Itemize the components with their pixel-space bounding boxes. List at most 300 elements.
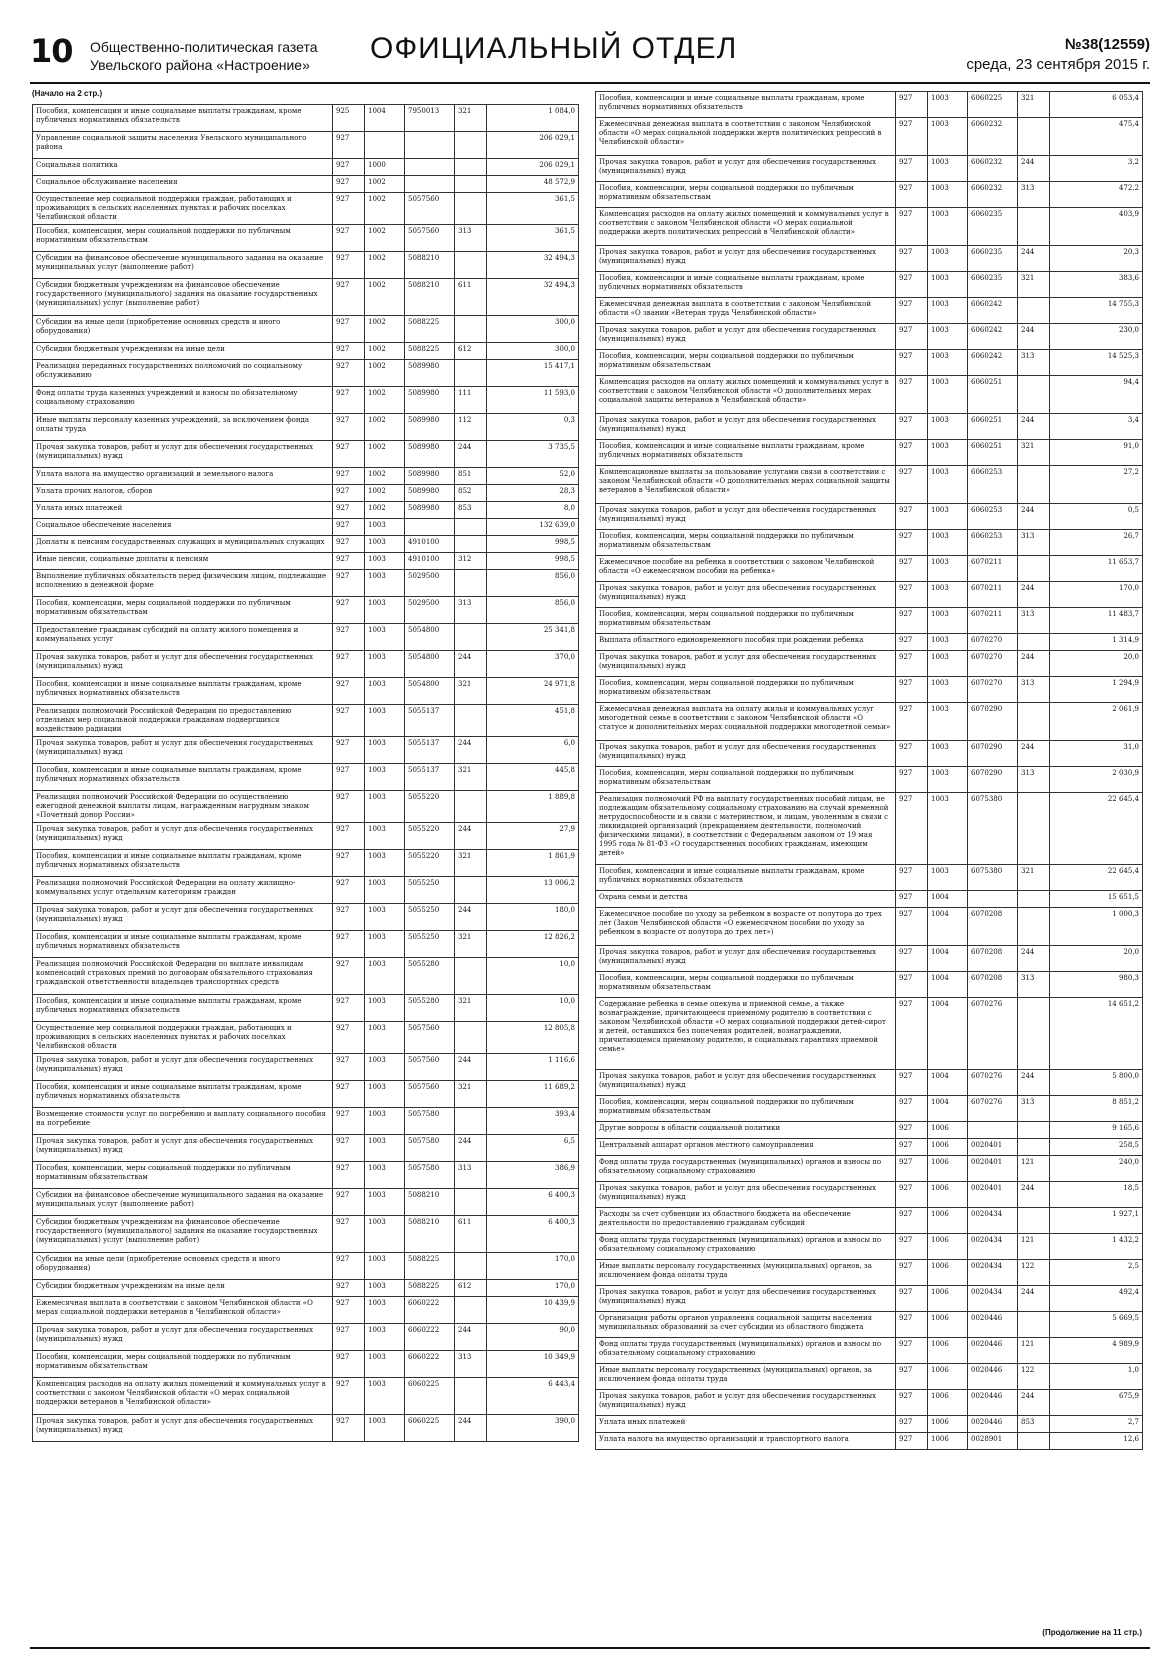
- row-name: Уплата прочих налогов, сборов: [33, 485, 333, 502]
- row-name: Пособия, компенсации и иные социальные выплаты гражданам, кроме публичных нормативных обязательств: [596, 865, 896, 891]
- row-expense-type: [455, 132, 487, 159]
- row-ved: 927: [896, 1390, 928, 1416]
- row-section: 1002: [365, 279, 405, 316]
- row-target: 6070208: [968, 972, 1018, 998]
- row-amount: 5 800,0: [1050, 1070, 1143, 1096]
- row-target: 6060222: [405, 1351, 455, 1378]
- table-row: [33, 176, 579, 193]
- table-row: [596, 92, 1143, 118]
- row-name: Пособия, компенсации и иные социальные выплаты гражданам, кроме публичных нормативных обязательств: [33, 995, 333, 1022]
- budget-table-right-body: [596, 92, 1143, 1450]
- table-row: [596, 530, 1143, 556]
- row-name: Организация работы органов управления социальной защиты населения муниципальных образований за счет субсидии из областного бюджета: [596, 1312, 896, 1338]
- row-expense-type: [455, 1189, 487, 1216]
- row-section: 1002: [365, 414, 405, 441]
- row-target: 5088225: [405, 316, 455, 343]
- budget-table-left-body: [33, 105, 579, 1442]
- row-section: 1002: [365, 485, 405, 502]
- table-row: [33, 995, 579, 1022]
- row-ved: 927: [333, 519, 365, 536]
- row-expense-type: 244: [455, 1054, 487, 1081]
- row-expense-type: 244: [455, 441, 487, 468]
- row-expense-type: [455, 252, 487, 279]
- row-target: 0020446: [968, 1416, 1018, 1433]
- table-row: [596, 608, 1143, 634]
- row-amount: 25 341,8: [487, 624, 579, 651]
- row-target: 0020446: [968, 1364, 1018, 1390]
- row-name: Ежемесячное пособие на ребенка в соответствии с законом Челябинской области «О ежемесячном пособии на ребенка»: [596, 556, 896, 582]
- row-target: 5057560: [405, 1081, 455, 1108]
- row-section: 1003: [928, 208, 968, 246]
- row-target: 6060232: [968, 118, 1018, 156]
- row-expense-type: 321: [455, 1081, 487, 1108]
- row-target: 5089980: [405, 360, 455, 387]
- row-target: 6060242: [968, 298, 1018, 324]
- row-name: Выполнение публичных обязательств перед физическим лицом, подлежащие исполнению в денежной форме: [33, 570, 333, 597]
- row-amount: 22 645,4: [1050, 865, 1143, 891]
- row-ved: 927: [896, 350, 928, 376]
- row-expense-type: 313: [455, 225, 487, 252]
- row-section: 1006: [928, 1139, 968, 1156]
- row-name: Ежемесячная денежная выплата в соответствии с законом Челябинской области «О звании «Ветеран труда Челябинской области»: [596, 298, 896, 324]
- row-target: 5089980: [405, 485, 455, 502]
- table-row: [33, 1280, 579, 1297]
- row-amount: 1 432,2: [1050, 1234, 1143, 1260]
- row-name: Компенсация расходов на оплату жилых помещений и коммунальных услуг в соответствии с законом Челябинской области «О дополнительных мерах социальной защиты ветеранов в Челябинской области»: [596, 376, 896, 414]
- row-target: 5089980: [405, 387, 455, 414]
- row-section: 1006: [928, 1416, 968, 1433]
- row-section: 1003: [928, 246, 968, 272]
- row-name: Пособия, компенсации и иные социальные выплаты гражданам, кроме публичных нормативных обязательств: [33, 105, 333, 132]
- row-section: [365, 132, 405, 159]
- row-amount: 1 314,9: [1050, 634, 1143, 651]
- row-target: 5055280: [405, 958, 455, 995]
- header-rule: [30, 82, 1150, 84]
- table-row: [596, 651, 1143, 677]
- row-amount: 361,5: [487, 193, 579, 225]
- table-row: [33, 343, 579, 360]
- row-ved: 927: [896, 1208, 928, 1234]
- row-ved: 927: [896, 324, 928, 350]
- row-amount: 2,5: [1050, 1260, 1143, 1286]
- row-ved: 927: [333, 360, 365, 387]
- table-row: [596, 118, 1143, 156]
- row-section: 1000: [365, 159, 405, 176]
- row-name: Прочая закупка товаров, работ и услуг для обеспечения государственных (муниципальных) нужд: [596, 1182, 896, 1208]
- row-section: 1003: [928, 703, 968, 741]
- table-row: [596, 1182, 1143, 1208]
- row-name: Другие вопросы в области социальной политики: [596, 1122, 896, 1139]
- row-amount: 10,0: [487, 958, 579, 995]
- row-expense-type: [1018, 118, 1050, 156]
- row-ved: 927: [896, 466, 928, 504]
- row-amount: 998,5: [487, 536, 579, 553]
- row-section: 1003: [365, 823, 405, 850]
- row-amount: 258,5: [1050, 1139, 1143, 1156]
- row-expense-type: 313: [1018, 972, 1050, 998]
- row-name: Иные выплаты персоналу государственных (муниципальных) органов, за исключением фонда оплаты труда: [596, 1364, 896, 1390]
- row-name: Прочая закупка товаров, работ и услуг для обеспечения государственных (муниципальных) нужд: [33, 823, 333, 850]
- row-ved: 927: [896, 92, 928, 118]
- table-row: [33, 1108, 579, 1135]
- row-target: 5089980: [405, 502, 455, 519]
- table-row: [596, 865, 1143, 891]
- row-expense-type: [1018, 703, 1050, 741]
- row-target: 5057560: [405, 193, 455, 225]
- row-ved: 927: [333, 764, 365, 791]
- row-ved: 927: [333, 1081, 365, 1108]
- row-expense-type: 122: [1018, 1364, 1050, 1390]
- row-name: Субсидии бюджетным учреждениям на иные цели: [33, 1280, 333, 1297]
- row-expense-type: 611: [455, 1216, 487, 1253]
- row-amount: 370,0: [487, 651, 579, 678]
- row-name: Пособия, компенсации, меры социальной поддержки по публичным нормативным обязательствам: [33, 1162, 333, 1189]
- row-section: 1003: [365, 1216, 405, 1253]
- row-expense-type: [455, 193, 487, 225]
- row-amount: 361,5: [487, 225, 579, 252]
- row-name: Пособия, компенсации, меры социальной поддержки по публичным нормативным обязательствам: [596, 1096, 896, 1122]
- row-amount: 475,4: [1050, 118, 1143, 156]
- row-name: Прочая закупка товаров, работ и услуг для обеспечения государственных (муниципальных) нужд: [596, 946, 896, 972]
- table-row: [33, 360, 579, 387]
- row-ved: 927: [333, 414, 365, 441]
- table-row: [33, 1324, 579, 1351]
- row-amount: 492,4: [1050, 1286, 1143, 1312]
- row-expense-type: [455, 159, 487, 176]
- row-amount: 6 400,3: [487, 1189, 579, 1216]
- table-row: [33, 1135, 579, 1162]
- row-ved: 927: [333, 1280, 365, 1297]
- row-ved: 927: [333, 624, 365, 651]
- table-row: [596, 891, 1143, 908]
- row-section: 1002: [365, 502, 405, 519]
- row-name: Реализация полномочий РФ на выплату государственных пособий лицам, не подлежащим обязательному социальному страхованию на случай временной нетрудоспособности и в связи с материнством, и лицам, уволенным в связи с ликвидацией организаций (прекращением деятельности, полномочий физическими лицами), в соответствии с Федеральным законом от 19 мая 1995 года № 81-ФЗ «О государственных пособиях гражданам, имеющим детей»: [596, 793, 896, 865]
- table-row: [33, 570, 579, 597]
- row-target: 4910100: [405, 553, 455, 570]
- row-ved: 927: [896, 1234, 928, 1260]
- row-ved: 927: [896, 1286, 928, 1312]
- table-row: [33, 877, 579, 904]
- row-expense-type: 313: [455, 1162, 487, 1189]
- row-name: Прочая закупка товаров, работ и услуг для обеспечения государственных (муниципальных) нужд: [596, 246, 896, 272]
- row-section: 1003: [365, 904, 405, 931]
- row-target: 0020401: [968, 1139, 1018, 1156]
- table-row: [33, 468, 579, 485]
- table-row: [33, 850, 579, 877]
- row-ved: 927: [896, 272, 928, 298]
- row-amount: 8 851,2: [1050, 1096, 1143, 1122]
- row-name: Пособия, компенсации и иные социальные выплаты гражданам, кроме публичных нормативных обязательств: [33, 678, 333, 705]
- newspaper-title-line1: Общественно-политическая газета: [90, 39, 318, 55]
- row-section: 1003: [365, 1081, 405, 1108]
- row-expense-type: 321: [455, 764, 487, 791]
- row-section: 1006: [928, 1156, 968, 1182]
- row-target: 6060222: [405, 1324, 455, 1351]
- row-name: Иные выплаты персоналу государственных (муниципальных) органов, за исключением фонда оплаты труда: [596, 1260, 896, 1286]
- table-row: [596, 1416, 1143, 1433]
- table-row: [596, 946, 1143, 972]
- table-row: [33, 132, 579, 159]
- row-target: 6060242: [968, 350, 1018, 376]
- row-amount: 180,0: [487, 904, 579, 931]
- row-name: Предоставление гражданам субсидий на оплату жилого помещения и коммунальных услуг: [33, 624, 333, 651]
- table-row: [33, 279, 579, 316]
- row-amount: 2 061,9: [1050, 703, 1143, 741]
- row-target: 0020446: [968, 1312, 1018, 1338]
- table-row: [596, 556, 1143, 582]
- row-expense-type: [455, 877, 487, 904]
- table-row: [33, 597, 579, 624]
- row-expense-type: 244: [1018, 651, 1050, 677]
- row-section: 1004: [928, 1070, 968, 1096]
- row-ved: 927: [333, 1351, 365, 1378]
- row-expense-type: 313: [1018, 677, 1050, 703]
- row-section: 1003: [928, 865, 968, 891]
- row-expense-type: [455, 705, 487, 737]
- table-row: [33, 502, 579, 519]
- row-section: 1002: [365, 176, 405, 193]
- row-expense-type: 611: [455, 279, 487, 316]
- row-name: Прочая закупка товаров, работ и услуг для обеспечения государственных (муниципальных) нужд: [33, 1415, 333, 1442]
- row-name: Пособия, компенсации и иные социальные выплаты гражданам, кроме публичных нормативных обязательств: [33, 931, 333, 958]
- row-target: 5088225: [405, 1253, 455, 1280]
- row-section: 1006: [928, 1286, 968, 1312]
- row-target: 5088210: [405, 252, 455, 279]
- row-section: 1004: [928, 908, 968, 946]
- row-expense-type: [455, 1253, 487, 1280]
- row-ved: 927: [896, 208, 928, 246]
- row-section: 1003: [928, 414, 968, 440]
- row-target: 6070211: [968, 556, 1018, 582]
- continuation-to: (Продолжение на 11 стр.): [1042, 1628, 1142, 1637]
- row-expense-type: 321: [455, 850, 487, 877]
- row-ved: 927: [896, 946, 928, 972]
- row-amount: 12 826,2: [487, 931, 579, 958]
- table-row: [33, 1216, 579, 1253]
- row-name: Ежемесячное пособие по уходу за ребенком в возрасте от полутора до трех лет (Закон Челябинской области «О ежемесячном пособии по уходу за ребенком в возрасте от полутора до трех лет»): [596, 908, 896, 946]
- row-section: 1003: [365, 624, 405, 651]
- budget-table-right: [595, 91, 1143, 1450]
- row-name: Пособия, компенсации и иные социальные выплаты гражданам, кроме публичных нормативных обязательств: [596, 92, 896, 118]
- row-target: 5057580: [405, 1135, 455, 1162]
- row-section: 1003: [365, 519, 405, 536]
- row-section: 1002: [365, 360, 405, 387]
- row-target: 5057560: [405, 1054, 455, 1081]
- row-amount: 3,2: [1050, 156, 1143, 182]
- row-target: 6060242: [968, 324, 1018, 350]
- row-name: Пособия, компенсации и иные социальные выплаты гражданам, кроме публичных нормативных обязательств: [33, 764, 333, 791]
- row-amount: 390,0: [487, 1415, 579, 1442]
- row-expense-type: 111: [455, 387, 487, 414]
- row-ved: 927: [333, 823, 365, 850]
- row-amount: 6 443,4: [487, 1378, 579, 1415]
- row-expense-type: 313: [1018, 530, 1050, 556]
- row-target: 6060235: [968, 272, 1018, 298]
- row-amount: 132 639,0: [487, 519, 579, 536]
- row-ved: 927: [896, 908, 928, 946]
- row-amount: 6 053,4: [1050, 92, 1143, 118]
- row-section: 1003: [365, 791, 405, 823]
- table-row: [33, 1054, 579, 1081]
- row-ved: 927: [333, 1415, 365, 1442]
- table-row: [596, 324, 1143, 350]
- row-target: 6070270: [968, 677, 1018, 703]
- row-name: Управление социальной защиты населения Увельского муниципального района: [33, 132, 333, 159]
- row-expense-type: 851: [455, 468, 487, 485]
- row-target: 5089980: [405, 441, 455, 468]
- row-target: 5055250: [405, 877, 455, 904]
- table-row: [596, 703, 1143, 741]
- row-target: 0020401: [968, 1182, 1018, 1208]
- row-target: 0020434: [968, 1260, 1018, 1286]
- row-expense-type: 313: [455, 1351, 487, 1378]
- row-amount: 32 494,3: [487, 279, 579, 316]
- row-amount: 10 349,9: [487, 1351, 579, 1378]
- row-expense-type: 312: [455, 553, 487, 570]
- table-row: [33, 823, 579, 850]
- row-section: 1004: [928, 972, 968, 998]
- table-row: [596, 298, 1143, 324]
- row-expense-type: 321: [1018, 865, 1050, 891]
- row-target: 5054800: [405, 678, 455, 705]
- row-amount: 14 755,3: [1050, 298, 1143, 324]
- row-target: [968, 891, 1018, 908]
- table-row: [33, 931, 579, 958]
- row-ved: 927: [333, 1054, 365, 1081]
- row-expense-type: 244: [455, 823, 487, 850]
- row-ved: 927: [333, 705, 365, 737]
- table-row: [33, 159, 579, 176]
- row-ved: 927: [896, 530, 928, 556]
- table-row: [33, 441, 579, 468]
- row-ved: 927: [333, 468, 365, 485]
- row-name: Прочая закупка товаров, работ и услуг для обеспечения государственных (муниципальных) нужд: [596, 324, 896, 350]
- row-ved: 927: [896, 634, 928, 651]
- row-name: Пособия, компенсации и иные социальные выплаты гражданам, кроме публичных нормативных обязательств: [596, 440, 896, 466]
- row-amount: 24 971,8: [487, 678, 579, 705]
- row-target: 6075380: [968, 865, 1018, 891]
- row-amount: 451,8: [487, 705, 579, 737]
- row-expense-type: 121: [1018, 1338, 1050, 1364]
- row-section: 1003: [365, 570, 405, 597]
- row-amount: 980,3: [1050, 972, 1143, 998]
- row-amount: 230,0: [1050, 324, 1143, 350]
- row-target: 0020434: [968, 1286, 1018, 1312]
- row-expense-type: [1018, 1122, 1050, 1139]
- row-amount: 1 927,1: [1050, 1208, 1143, 1234]
- row-expense-type: [1018, 376, 1050, 414]
- row-name: Субсидии на финансовое обеспечение муниципального задания на оказание муниципальных услуг (выполнение работ): [33, 252, 333, 279]
- row-section: 1004: [928, 946, 968, 972]
- row-target: 0020434: [968, 1208, 1018, 1234]
- table-row: [33, 1415, 579, 1442]
- row-expense-type: 313: [1018, 1096, 1050, 1122]
- row-ved: 927: [896, 793, 928, 865]
- row-expense-type: [1018, 634, 1050, 651]
- row-expense-type: [455, 176, 487, 193]
- row-name: Прочая закупка товаров, работ и услуг для обеспечения государственных (муниципальных) нужд: [33, 1324, 333, 1351]
- row-ved: 927: [896, 298, 928, 324]
- table-row: [33, 958, 579, 995]
- row-expense-type: 321: [455, 105, 487, 132]
- row-amount: 8,0: [487, 502, 579, 519]
- row-section: 1003: [365, 764, 405, 791]
- row-section: 1003: [365, 597, 405, 624]
- row-name: Пособия, компенсации, меры социальной поддержки по публичным нормативным обязательствам: [596, 677, 896, 703]
- newspaper-title: [90, 38, 318, 74]
- row-expense-type: [1018, 208, 1050, 246]
- row-target: 6060253: [968, 466, 1018, 504]
- row-target: [405, 159, 455, 176]
- table-row: [596, 998, 1143, 1070]
- row-amount: 403,9: [1050, 208, 1143, 246]
- row-section: 1003: [928, 582, 968, 608]
- row-target: 5055220: [405, 823, 455, 850]
- row-name: Субсидии бюджетным учреждениям на финансовое обеспечение государственного (муниципального) задания на оказание государственных (муниципальных) услуг (выполнение работ): [33, 279, 333, 316]
- row-name: Реализация полномочий Российской Федерации по предоставлению отдельных мер социальной поддержки гражданам подвергшихся воздействию радиации: [33, 705, 333, 737]
- row-ved: 927: [896, 1070, 928, 1096]
- page-header: [30, 30, 1150, 80]
- row-name: Социальное обслуживание населения: [33, 176, 333, 193]
- row-target: 6070290: [968, 767, 1018, 793]
- row-amount: 94,4: [1050, 376, 1143, 414]
- row-section: 1003: [365, 1189, 405, 1216]
- row-expense-type: 244: [1018, 582, 1050, 608]
- table-row: [33, 1162, 579, 1189]
- table-row: [33, 252, 579, 279]
- row-ved: 927: [896, 1338, 928, 1364]
- row-ved: 927: [896, 891, 928, 908]
- row-name: Прочая закупка товаров, работ и услуг для обеспечения государственных (муниципальных) нужд: [596, 1390, 896, 1416]
- row-ved: 927: [333, 904, 365, 931]
- row-expense-type: 244: [455, 737, 487, 764]
- row-ved: 927: [333, 252, 365, 279]
- table-row: [33, 485, 579, 502]
- row-expense-type: 121: [1018, 1156, 1050, 1182]
- table-row: [596, 182, 1143, 208]
- row-target: 5055137: [405, 764, 455, 791]
- row-amount: 1 294,9: [1050, 677, 1143, 703]
- table-row: [33, 225, 579, 252]
- row-expense-type: 122: [1018, 1260, 1050, 1286]
- row-expense-type: 244: [455, 1324, 487, 1351]
- row-expense-type: [1018, 298, 1050, 324]
- row-section: 1002: [365, 343, 405, 360]
- row-ved: 927: [333, 536, 365, 553]
- row-ved: 927: [896, 1260, 928, 1286]
- row-name: Прочая закупка товаров, работ и услуг для обеспечения государственных (муниципальных) нужд: [596, 414, 896, 440]
- footer-rule: [30, 1647, 1150, 1649]
- row-expense-type: [455, 1378, 487, 1415]
- row-target: 5088210: [405, 1216, 455, 1253]
- row-name: Субсидии бюджетным учреждениям на иные цели: [33, 343, 333, 360]
- row-section: 1003: [928, 556, 968, 582]
- row-target: 6070276: [968, 1070, 1018, 1096]
- row-amount: 20,3: [1050, 246, 1143, 272]
- row-section: 1003: [365, 958, 405, 995]
- row-target: 6060251: [968, 440, 1018, 466]
- row-target: 5088225: [405, 343, 455, 360]
- row-name: Фонд оплаты труда государственных (муниципальных) органов и взносы по обязательному социальному страхованию: [596, 1156, 896, 1182]
- row-name: Содержание ребенка в семье опекуна и приемной семье, а также вознаграждение, причитающееся приемному родителю в соответствии с законом Челябинской области «О мерах социальной поддержки детей-сирот и детей, оставшихся без попечения родителей, вознаграждении, причитающемся приемному родителю, и социальных гарантиях приемной семье»: [596, 998, 896, 1070]
- row-amount: 170,0: [487, 1253, 579, 1280]
- row-expense-type: 244: [1018, 1390, 1050, 1416]
- row-target: 5054800: [405, 651, 455, 678]
- row-amount: 3 735,5: [487, 441, 579, 468]
- row-expense-type: 244: [1018, 156, 1050, 182]
- row-expense-type: 853: [1018, 1416, 1050, 1433]
- row-ved: 927: [333, 193, 365, 225]
